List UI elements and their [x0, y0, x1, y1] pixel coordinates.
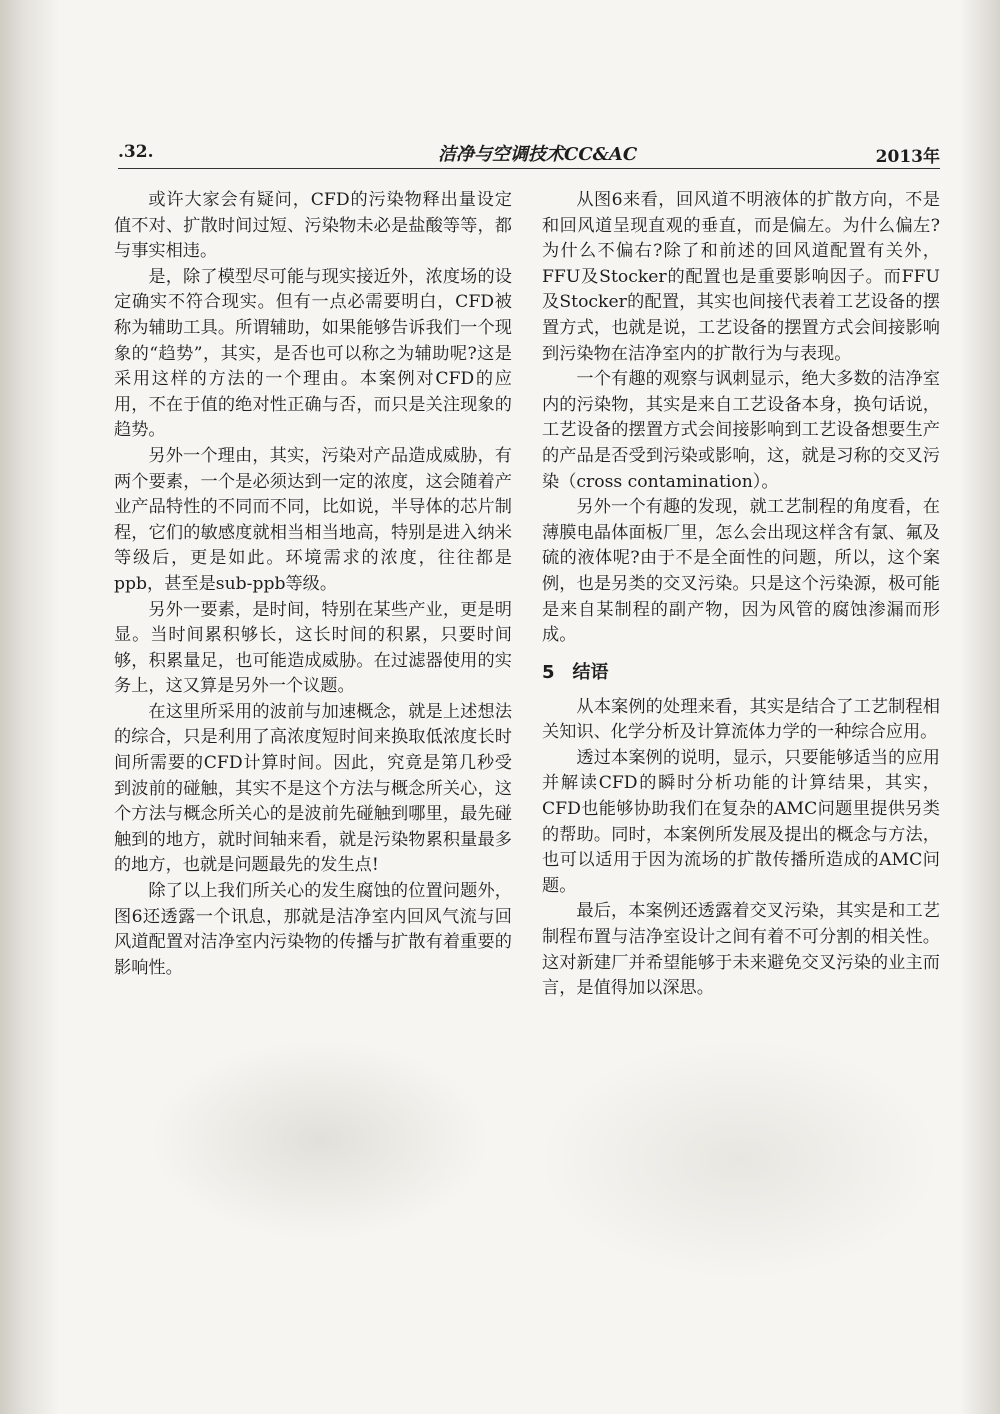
- section-heading: [542, 657, 940, 689]
- paragraph: 另外一要素，是时间，特别在某些产业，更是明显。当时间累积够长，这长时间的积累，只要时间够，积累量足，也可能造成威胁。在过滤器使用的实务上，这又算是另外一个议题。: [114, 599, 512, 697]
- scan-edge-shadow-left: [0, 0, 60, 1414]
- right-column: [542, 188, 940, 1002]
- paragraph: 在这里所采用的波前与加速概念，就是上述想法的综合，只是利用了高浓度短时间来换取低浓度长时间所需要的CFD计算时间。因此，究竟是第几秒受到波前的碰触，其实不是这个方法与概念所关心，这个方法与概念所关心的是波前先碰触到哪里，最先碰触到的地方，就时间轴来看，就是污染物累积量最多的地方，也就是问题最先的发生点!: [114, 701, 512, 876]
- paragraph: 从图6来看，回风道不明液体的扩散方向，不是和回风道呈现直观的垂直，而是偏左。为什么偏左?为什么不偏右?除了和前述的回风道配置有关外，FFU及Stocker的配置也是重要影响因子。而FFU及Stocker的配置，其实也间接代表着工艺设备的摆置方式，也就是说，工艺设备的摆置方式会间接影响到污染物在洁净室内的扩散行为与表现。: [542, 190, 940, 364]
- running-header: [118, 140, 940, 166]
- bleed-through-ghost: [540, 1040, 940, 1280]
- paragraph: 另外一个有趣的发现，就工艺制程的角度看，在薄膜电晶体面板厂里，怎么会出现这样含有氯、氟及硫的液体呢?由于不是全面性的问题，所以，这个案例，也是另类的交叉污染。只是这个污染源，极可能是来自某制程的副产物，因为风管的腐蚀渗漏而形成。: [542, 497, 940, 646]
- paragraph: 最后，本案例还透露着交叉污染，其实是和工艺制程布置与洁净室设计之间有着不可分割的相关性。这对新建厂并希望能够于未来避免交叉污染的业主而言，是值得加以深思。: [542, 901, 940, 999]
- journal-title: 洁净与空调技术CC&AC: [438, 144, 638, 165]
- paragraph: 从本案例的处理来看，其实是结合了工艺制程相关知识、化学分析及计算流体力学的一种综合应用。: [542, 696, 940, 743]
- scan-edge-shadow-right: [960, 0, 1000, 1414]
- header-rule: [118, 168, 940, 169]
- left-column: [114, 188, 512, 981]
- page-number: .32.: [118, 142, 154, 162]
- paragraph: 或许大家会有疑问，CFD的污染物释出量设定值不对、扩散时间过短、污染物未必是盐酸等等，都与事实相违。: [114, 190, 512, 262]
- paragraph: 除了以上我们所关心的发生腐蚀的位置问题外，图6还透露一个讯息，那就是洁净室内回风气流与回风道配置对洁净室内污染物的传播与扩散有着重要的影响性。: [114, 881, 512, 978]
- section-title: 结语: [572, 661, 609, 683]
- publication-year: 2013年: [875, 147, 940, 167]
- paragraph: 一个有趣的观察与讽刺显示，绝大多数的洁净室内的污染物，其实是来自工艺设备本身，换句话说，工艺设备的摆置方式会间接影响到工艺设备想要生产的产品是否受到污染或影响，这，就是习称的交叉污染（cross contamination）。: [542, 369, 940, 492]
- paragraph: 另外一个理由，其实，污染对产品造成威胁，有两个要素，一个是必须达到一定的浓度，这会随着产业产品特性的不同而不同，比如说，半导体的芯片制程，它们的敏感度就相当相当地高，特别是进入纳米等级后，更是如此。环境需求的浓度，往往都是ppb，甚至是sub-ppb等级。: [114, 445, 512, 594]
- section-number: 5: [542, 661, 555, 683]
- paragraph: 是，除了模型尽可能与现实接近外，浓度场的设定确实不符合现实。但有一点必需要明白，CFD被称为辅助工具。所谓辅助，如果能够告诉我们一个现象的“趋势”，其实，是否也可以称之为辅助呢?这是采用这样的方法的一个理由。本案例对CFD的应用，不在于值的绝对性正确与否，而只是关注现象的趋势。: [114, 266, 512, 441]
- bleed-through-ghost: [150, 1040, 490, 1240]
- paragraph: 透过本案例的说明，显示，只要能够适当的应用并解读CFD的瞬时分析功能的计算结果，其实，CFD也能够协助我们在复杂的AMC问题里提供另类的帮助。同时，本案例所发展及提出的概念与方法，也可以适用于因为流场的扩散传播所造成的AMC问题。: [542, 747, 940, 896]
